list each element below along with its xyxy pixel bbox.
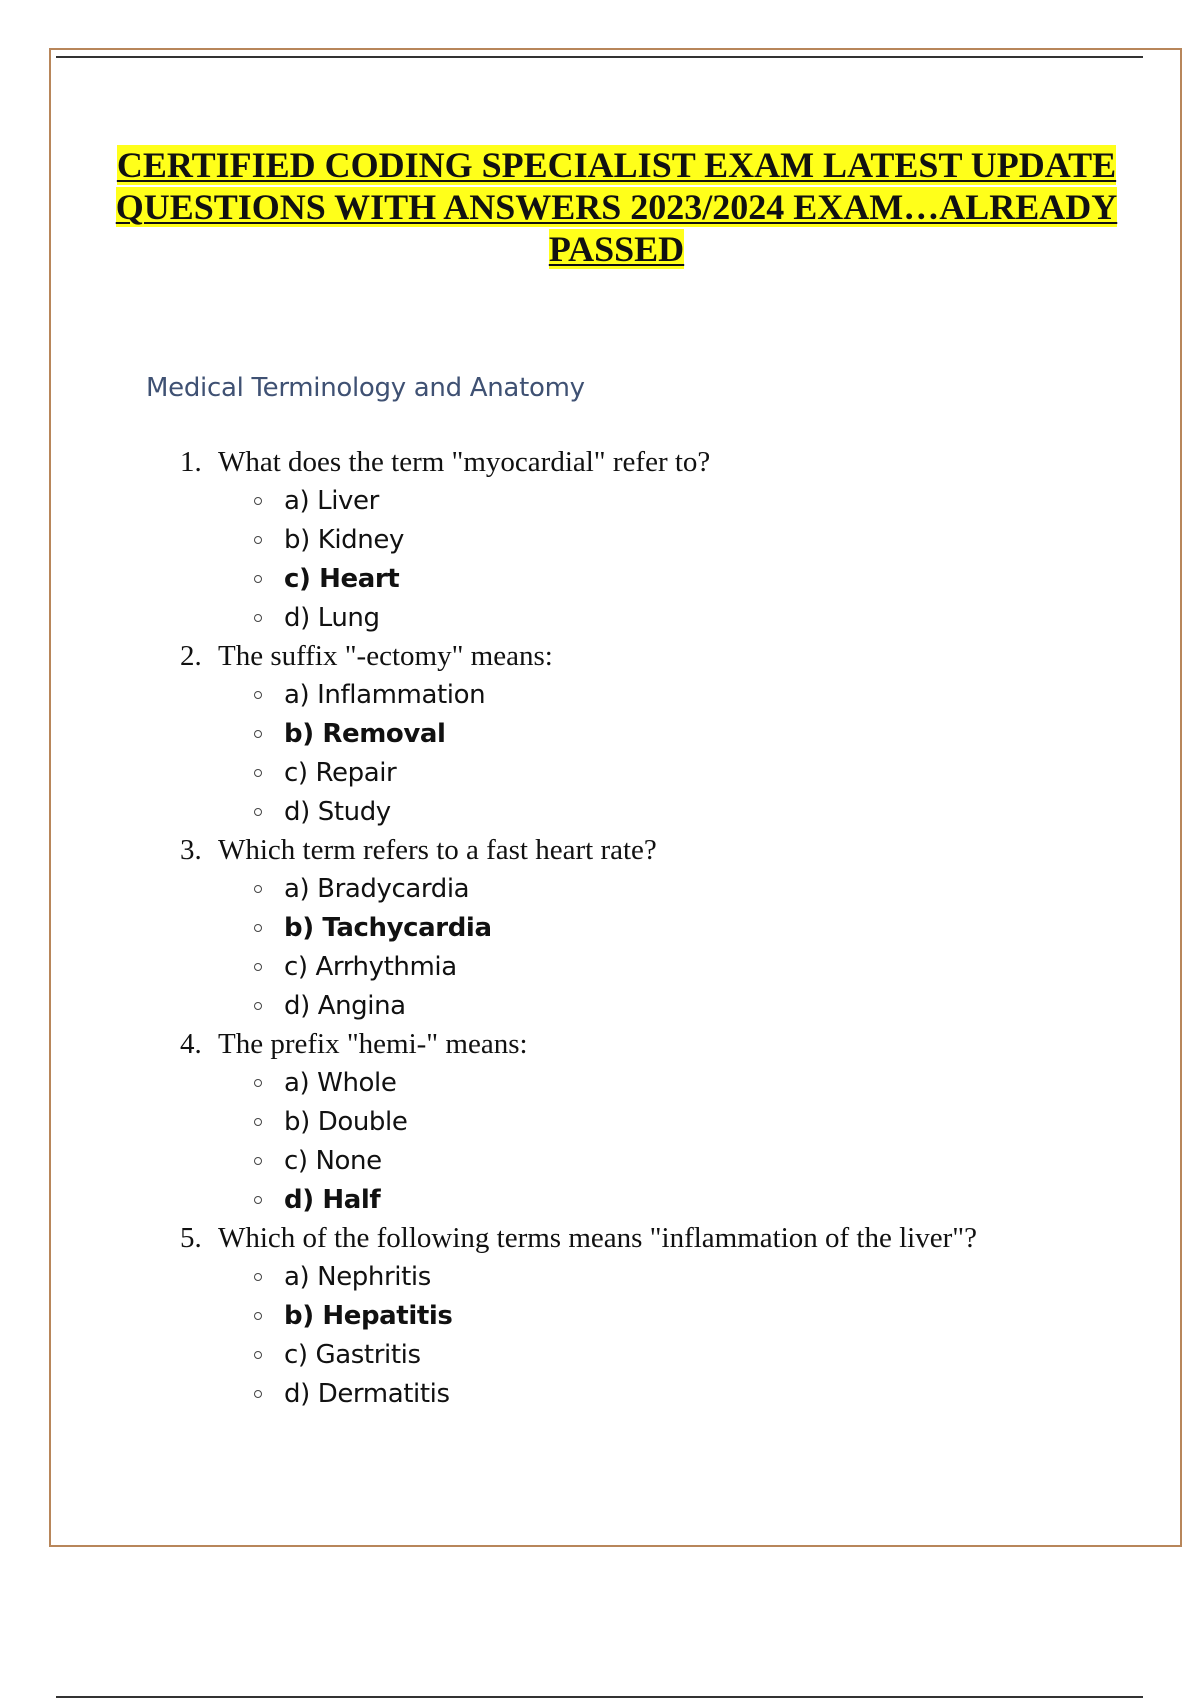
question-item (180, 637, 1140, 831)
section-heading: Medical Terminology and Anatomy (146, 373, 585, 403)
circle-bullet-icon (254, 769, 262, 777)
question-text: Which term refers to a fast heart rate? (218, 833, 657, 866)
question-text: Which of the following terms means "inflammation of the liver"? (218, 1221, 977, 1254)
option-label: c) None (284, 1145, 382, 1176)
circle-bullet-icon (254, 1351, 262, 1359)
question-text: The suffix "-ectomy" means: (218, 639, 553, 672)
option-label: b) Hepatitis (284, 1300, 453, 1331)
option-label: d) Dermatitis (284, 1378, 450, 1409)
answer-option (180, 1141, 1140, 1180)
answer-option-correct (180, 714, 1140, 753)
question-list (180, 443, 1140, 1413)
answer-option (180, 1102, 1140, 1141)
answer-option (180, 675, 1140, 714)
circle-bullet-icon (254, 1079, 262, 1087)
question-row (180, 1219, 1140, 1257)
option-label: c) Arrhythmia (284, 951, 457, 982)
question-row (180, 637, 1140, 675)
question-item (180, 1219, 1140, 1413)
circle-bullet-icon (254, 730, 262, 738)
question-item (180, 443, 1140, 637)
circle-bullet-icon (254, 536, 262, 544)
option-label: d) Half (284, 1184, 381, 1215)
option-label: c) Repair (284, 757, 397, 788)
answer-option-correct (180, 1296, 1140, 1335)
question-item (180, 1025, 1140, 1219)
question-number: 5. (180, 1221, 202, 1254)
option-label: a) Liver (284, 485, 379, 516)
circle-bullet-icon (254, 497, 262, 505)
circle-bullet-icon (254, 1390, 262, 1398)
answer-option-correct (180, 1180, 1140, 1219)
circle-bullet-icon (254, 575, 262, 583)
option-label: c) Heart (284, 563, 400, 594)
option-label: a) Inflammation (284, 679, 486, 710)
circle-bullet-icon (254, 885, 262, 893)
circle-bullet-icon (254, 1118, 262, 1126)
circle-bullet-icon (254, 1002, 262, 1010)
circle-bullet-icon (254, 1273, 262, 1281)
circle-bullet-icon (254, 1196, 262, 1204)
option-list (180, 481, 1140, 637)
document-title (90, 144, 1143, 270)
option-label: d) Angina (284, 990, 406, 1021)
answer-option (180, 986, 1140, 1025)
top-rule (56, 56, 1143, 58)
circle-bullet-icon (254, 1157, 262, 1165)
option-list (180, 1063, 1140, 1219)
question-number: 3. (180, 833, 202, 866)
question-row (180, 831, 1140, 869)
answer-option-correct (180, 559, 1140, 598)
option-label: a) Whole (284, 1067, 397, 1098)
answer-option (180, 598, 1140, 637)
answer-option (180, 947, 1140, 986)
question-text: The prefix "hemi-" means: (218, 1027, 528, 1060)
answer-option (180, 869, 1140, 908)
option-label: d) Study (284, 796, 391, 827)
question-row (180, 1025, 1140, 1063)
circle-bullet-icon (254, 963, 262, 971)
circle-bullet-icon (254, 924, 262, 932)
option-list (180, 1257, 1140, 1413)
question-number: 2. (180, 639, 202, 672)
option-label: b) Kidney (284, 524, 404, 555)
option-label: d) Lung (284, 602, 380, 633)
option-list (180, 675, 1140, 831)
option-label: b) Tachycardia (284, 912, 492, 943)
answer-option (180, 753, 1140, 792)
answer-option (180, 520, 1140, 559)
circle-bullet-icon (254, 614, 262, 622)
answer-option (180, 1335, 1140, 1374)
answer-option (180, 1374, 1140, 1413)
circle-bullet-icon (254, 1312, 262, 1320)
answer-option (180, 481, 1140, 520)
bottom-rule (56, 1696, 1143, 1698)
answer-option (180, 1063, 1140, 1102)
option-list (180, 869, 1140, 1025)
option-label: b) Removal (284, 718, 446, 749)
answer-option-correct (180, 908, 1140, 947)
question-row (180, 443, 1140, 481)
answer-option (180, 1257, 1140, 1296)
answer-option (180, 792, 1140, 831)
document-title-text: CERTIFIED CODING SPECIALIST EXAM LATEST UPDATE QUESTIONS WITH ANSWERS 2023/2024 EXAM…ALREADY PASSED (115, 145, 1118, 269)
option-label: a) Nephritis (284, 1261, 431, 1292)
question-number: 1. (180, 445, 202, 478)
question-text: What does the term "myocardial" refer to? (218, 445, 711, 478)
option-label: c) Gastritis (284, 1339, 421, 1370)
circle-bullet-icon (254, 808, 262, 816)
question-item (180, 831, 1140, 1025)
option-label: a) Bradycardia (284, 873, 470, 904)
option-label: b) Double (284, 1106, 408, 1137)
question-number: 4. (180, 1027, 202, 1060)
circle-bullet-icon (254, 691, 262, 699)
